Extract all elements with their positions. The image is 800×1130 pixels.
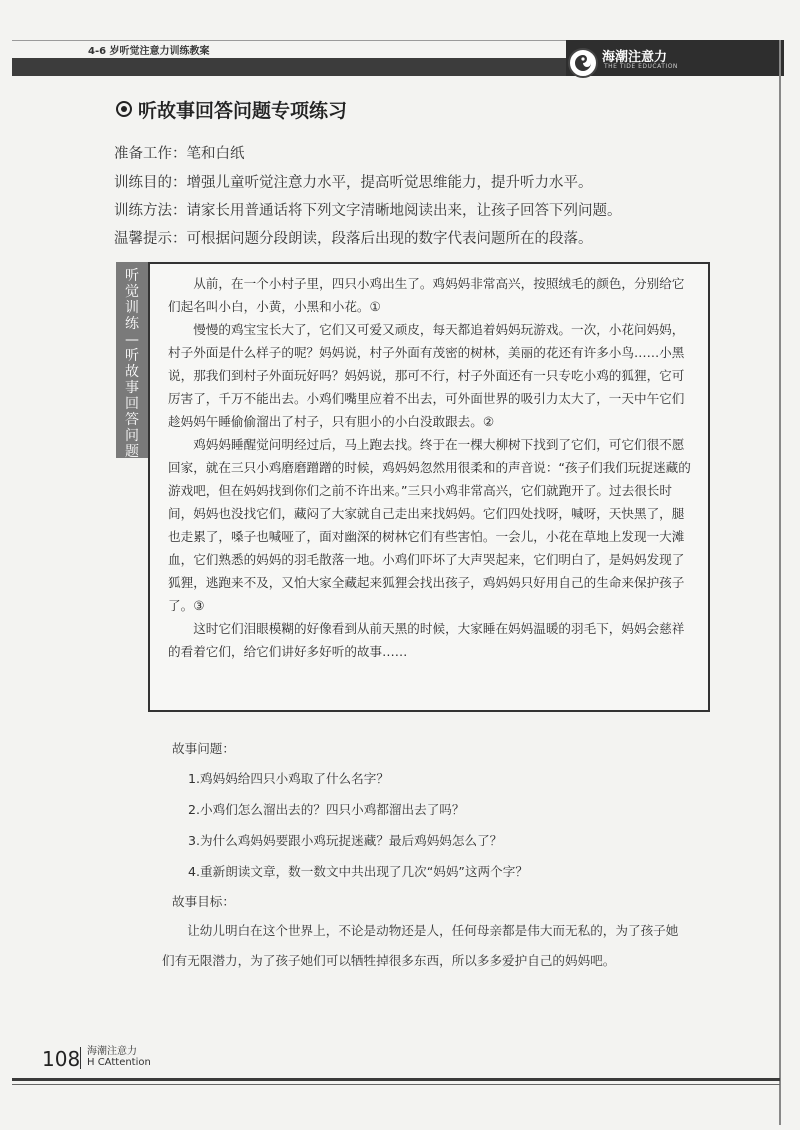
side-tab-char: 听 <box>125 268 139 284</box>
side-tab-char: 听 <box>125 348 139 364</box>
side-tab-char: 练 <box>125 316 139 332</box>
story-paragraph-3: 鸡妈妈睡醒觉问明经过后，马上跑去找。终于在一棵大柳树下找到了它们，可它们很不愿回家，就在三只小鸡磨磨蹭蹭的时候，鸡妈妈忽然用很柔和的声音说：“孩子们我们玩捉迷藏的游戏吧，但在妈妈找到你们之前不许出来。”三只小鸡非常高兴，它们就跑开了。过去很长时间，妈妈也没找它们，藏闷了大家就自己走出来找妈妈。它们四处找呀，喊呀，天快黑了，腿也走累了，嗓子也喊哑了，面对幽深的树林它们有些害怕。一会儿，小花在草地上发现一大滩血，它们熟悉的妈妈的羽毛散落一地。小鸡们吓坏了大声哭起来，它们明白了，是妈妈发现了狐狸，逃跑来不及，又怕大家全藏起来狐狸会找出孩子，鸡妈妈只好用自己的生命来保护孩子了。③ <box>168 437 691 613</box>
brand-logo <box>566 40 784 76</box>
side-tab-char: 觉 <box>125 284 139 300</box>
side-tab-char: 训 <box>125 300 139 316</box>
brand-name: 海潮注意力 <box>602 50 668 65</box>
brand-logo-icon <box>568 48 598 78</box>
story-paragraph-1: 从前，在一个小村子里，四只小鸡出生了。鸡妈妈非常高兴，按照绒毛的颜色，分别给它们起名叫小白，小黄，小黑和小花。① <box>168 276 685 314</box>
footer-brand-cn: 海潮注意力 <box>87 1046 137 1057</box>
method-line: 训练方法：请家长用普通话将下列文字清晰地阅读出来，让孩子回答下列问题。 <box>114 203 622 219</box>
side-tab-char: 题 <box>125 444 139 460</box>
side-tab-char: 答 <box>125 412 139 428</box>
page-number: 108 <box>42 1047 81 1071</box>
questions-label: 故事问题： <box>172 741 235 756</box>
header-rule <box>12 40 578 41</box>
brand-subtitle: THE TIDE EDUCATION <box>604 63 678 70</box>
question-item: 2.小鸡们怎么溜出去的？四只小鸡都溜出去了吗？ <box>188 802 465 817</box>
side-tab-char: 故 <box>125 364 139 380</box>
section-title: 听故事回答问题专项练习 <box>138 100 348 122</box>
question-item: 4.重新朗读文章，数一数文中共出现了几次“妈妈”这两个字？ <box>188 864 528 879</box>
tip-line: 温馨提示：可根据问题分段朗读，段落后出现的数字代表问题所在的段落。 <box>114 231 593 247</box>
story-paragraph-4: 这时它们泪眼模糊的好像看到从前天黑的时候，大家睡在妈妈温暖的羽毛下，妈妈会慈祥的看着它们，给它们讲好多好听的故事…… <box>168 621 685 659</box>
story-box <box>148 262 710 712</box>
goal-text: 让幼儿明白在这个世界上，不论是动物还是人，任何母亲都是伟大而无私的，为了孩子她们有无限潜力，为了孩子她们可以牺牲掉很多东西，所以多多爱护自己的妈妈吧。 <box>162 923 679 968</box>
story-paragraph-2: 慢慢的鸡宝宝长大了，它们又可爱又顽皮，每天都追着妈妈玩游戏。一次，小花问妈妈，村子外面是什么样子的呢？妈妈说，村子外面有茂密的树林，美丽的花还有许多小鸟……小黑说，那我们到村子外面玩好吗？妈妈说，那可不行，村子外面还有一只专吃小鸡的狐狸，它可厉害了，千万不能出去。小鸡们嘴里应着不出去，可外面世界的吸引力太大了，一天中午它们趁妈妈午睡偷偷溜出了村子，只有胆小的小白没敢跟去。② <box>168 322 685 429</box>
footer-separator <box>80 1047 81 1069</box>
book-title: 4-6 岁听觉注意力训练教案 <box>88 46 210 57</box>
question-item: 3.为什么鸡妈妈要跟小鸡玩捉迷藏？最后鸡妈妈怎么了？ <box>188 833 503 848</box>
side-tab-char: 回 <box>125 396 139 412</box>
side-tab-char: 问 <box>125 428 139 444</box>
footer-rule <box>12 1078 780 1081</box>
prep-line: 准备工作：笔和白纸 <box>114 146 245 162</box>
footer-brand <box>87 1046 151 1068</box>
footer-rule-thin <box>12 1084 780 1085</box>
question-item: 1.鸡妈妈给四只小鸡取了什么名字？ <box>188 771 389 786</box>
side-tab-char: 事 <box>125 380 139 396</box>
goal-label: 故事目标： <box>172 894 235 909</box>
side-tab-char: — <box>125 332 139 348</box>
page-edge-rule <box>779 40 781 1125</box>
side-tab <box>116 262 148 458</box>
footer-brand-en: H CAttention <box>87 1057 151 1068</box>
header-bar <box>12 58 578 76</box>
goal-line: 训练目的：增强儿童听觉注意力水平，提高听觉思维能力，提升听力水平。 <box>114 175 593 191</box>
